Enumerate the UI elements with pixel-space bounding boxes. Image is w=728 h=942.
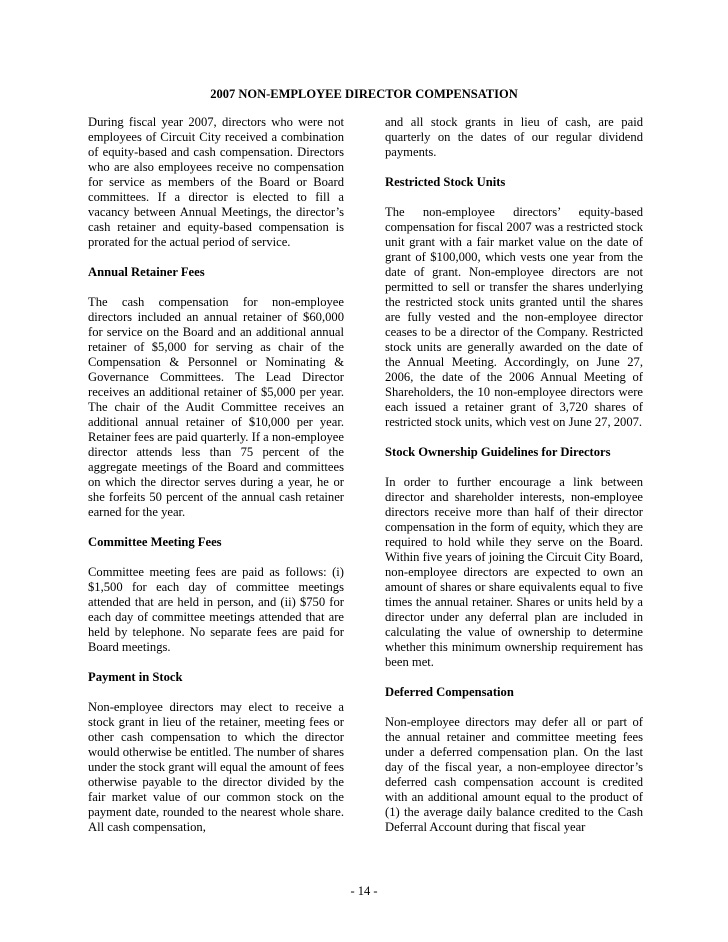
ownership-guidelines-paragraph: In order to further encourage a link between director and shareholder interests, non-employee directors receive more than half of their director compensation in the form of equity, which they are required to hold while they serve on the Board. Within five years of joining the Circuit City Board, non-employee directors are expected to own an amount of shares or share equivalents equal to five times the annual retainer. Shares or units held by a director under any deferral plan are included in calculating the value of ownership to determine whether this minimum ownership requirement has been met. [385, 475, 643, 669]
committee-fees-paragraph: Committee meeting fees are paid as follows: (i) $1,500 for each day of committee meetings attended that are held in person, and (ii) $750 for each day of committee meetings attended that are held by telephone. No separate fees are paid for Board meetings. [88, 565, 344, 654]
right-column [385, 115, 643, 835]
rsu-heading: Restricted Stock Units [385, 175, 506, 189]
ownership-guidelines-heading: Stock Ownership Guidelines for Directors [385, 445, 611, 459]
annual-retainer-paragraph: The cash compensation for non-employee directors included an annual retainer of $60,000 for service on the Board and an additional annual retainer of $5,000 for serving as chair of the Compensation & Personnel or Nominating & Governance Committees. The Lead Director receives an additional retainer of $5,000 per year. The chair of the Audit Committee receives an additional annual retainer of $10,000 per year. Retainer fees are paid quarterly. If a non-employee director attends less than 75 percent of the aggregate meetings of the Board and committees on which the director serves during a year, he or she forfeits 50 percent of the annual cash retainer earned for the year. [88, 295, 344, 519]
intro-paragraph: During fiscal year 2007, directors who were not employees of Circuit City received a combination of equity-based and cash compensation. Directors who are also employees receive no compensation for service as members of the Board or Board committees. If a director is elected to fill a vacancy between Annual Meetings, the director’s cash retainer and equity-based compensation is prorated for the actual period of service. [88, 115, 344, 249]
deferred-compensation-heading: Deferred Compensation [385, 685, 514, 699]
payment-in-stock-heading: Payment in Stock [88, 670, 183, 684]
rsu-paragraph: The non-employee directors’ equity-based compensation for fiscal 2007 was a restricted stock unit grant with a fair market value on the date of grant of $100,000, which vests one year from the date of grant. Non-employee directors are not permitted to sell or transfer the shares underlying the restricted stock units granted until the shares are fully vested and the non-employee director ceases to be a director of the Company. Restricted stock units are generally awarded on the date of the Annual Meeting. Accordingly, on June 27, 2006, the date of the 2006 Annual Meeting of Shareholders, the 10 non-employee directors were each issued a retainer grant of 3,720 shares of restricted stock units, which vest on June 27, 2007. [385, 205, 643, 429]
left-column [88, 115, 344, 835]
page-title: 2007 NON-EMPLOYEE DIRECTOR COMPENSATION [210, 87, 518, 101]
payment-in-stock-paragraph: Non-employee directors may elect to receive a stock grant in lieu of the retainer, meeting fees or other cash compensation to which the director would otherwise be entitled. The number of shares under the stock grant will equal the amount of fees otherwise payable to the director divided by the fair market value of our common stock on the payment date, rounded to the nearest whole share. All cash compensation, [88, 700, 344, 834]
continuation-paragraph: and all stock grants in lieu of cash, are paid quarterly on the dates of our regular dividend payments. [385, 115, 643, 159]
committee-fees-heading: Committee Meeting Fees [88, 535, 222, 549]
page-number: - 14 - [350, 884, 378, 898]
deferred-compensation-paragraph: Non-employee directors may defer all or part of the annual retainer and committee meeting fees under a deferred compensation plan. On the last day of the fiscal year, a non-employee director’s deferred cash compensation account is credited with an additional amount equal to the product of (1) the average daily balance credited to the Cash Deferral Account during that fiscal year [385, 715, 643, 834]
annual-retainer-heading: Annual Retainer Fees [88, 265, 205, 279]
